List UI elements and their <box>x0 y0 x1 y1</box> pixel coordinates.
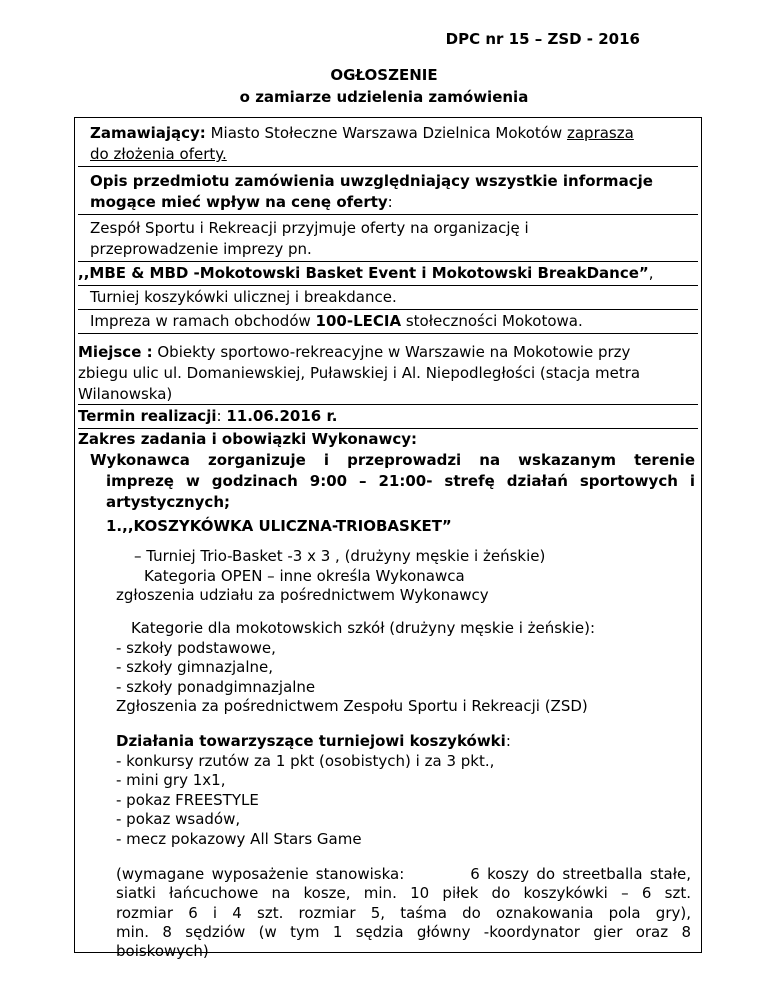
announcement-subtitle: o zamiarze udzielenia zamówienia <box>239 88 529 106</box>
termin-line <box>78 407 337 425</box>
wyposazenie-line-5: boiskowych) <box>116 942 209 960</box>
wyposazenie-line-1: (wymagane wyposażenie stanowiska: 6 koszy do streetballa stałe, <box>116 865 691 883</box>
p3-text-c: stołeczności Mokotowa. <box>401 312 583 330</box>
opis-paragraph-1a: Zespół Sportu i Rekreacji przyjmuje oferty na organizację i <box>90 219 529 237</box>
dzialanie-item: - mecz pokazowy All Stars Game <box>116 830 362 848</box>
opis-paragraph-3 <box>90 312 583 330</box>
dzialanie-item: - mini gry 1x1, <box>116 771 226 789</box>
dzialanie-item: - pokaz wsadów, <box>116 810 241 828</box>
divider <box>78 309 698 310</box>
opis-heading-1: Opis przedmiotu zamówienia uwzględniający wszystkie informacje <box>90 172 653 190</box>
wyposazenie-line-3: rozmiar 6 i 4 szt. rozmiar 5, taśma do oznakowania pola gry), <box>116 904 691 922</box>
event-name-line <box>78 264 654 282</box>
event-name: ,,MBE & MBD -Mokotowski Basket Event i Mokotowski BreakDance” <box>78 264 649 282</box>
turniej-line-3: zgłoszenia udziału za pośrednictwem Wykonawcy <box>116 586 489 604</box>
opis-paragraph-1b: przeprowadzenie imprezy pn. <box>90 240 312 258</box>
opis-heading-2 <box>90 193 393 211</box>
opis-colon: : <box>387 193 393 211</box>
divider <box>78 428 698 429</box>
zamawiajacy-line-2 <box>90 145 227 163</box>
wyposazenie-line-4: min. 8 sędziów (w tym 1 sędzia główny -koordynator gier oraz 8 <box>116 923 691 941</box>
opis-paragraph-2: Turniej koszykówki ulicznej i breakdance. <box>90 288 397 306</box>
zakres-heading: Zakres zadania i obowiązki Wykonawcy: <box>78 430 418 448</box>
divider <box>78 333 698 334</box>
dzialania-colon: : <box>505 732 511 750</box>
do-zlozenia-oferty-link[interactable]: do złożenia oferty. <box>90 145 227 163</box>
termin-value: 11.06.2016 r. <box>226 407 338 425</box>
miejsce-label: Miejsce : <box>78 343 153 361</box>
kategorie-heading: Kategorie dla mokotowskich szkół (drużyny męskie i żeńskie): <box>131 619 596 637</box>
p3-text-a: Impreza w ramach obchodów <box>90 312 316 330</box>
divider <box>78 285 698 286</box>
wyposazenie-line-2: siatki łańcuchowe na kosze, min. 10 piłek do koszykówki – 6 szt. <box>116 884 691 902</box>
event-comma: , <box>648 264 654 282</box>
document-reference: DPC nr 15 – ZSD - 2016 <box>445 30 640 48</box>
zamawiajacy-label: Zamawiający: <box>90 124 206 142</box>
miejsce-line-1 <box>78 343 630 361</box>
kategoria-item: - szkoły podstawowe, <box>116 639 276 657</box>
dzialania-heading-line <box>116 732 511 750</box>
dzialanie-item: - pokaz FREESTYLE <box>116 791 259 809</box>
zaprasza-link[interactable]: zaprasza <box>566 124 634 142</box>
dzialania-heading: Działania towarzyszące turniejowi koszykówki <box>116 732 506 750</box>
divider <box>78 166 698 167</box>
zakres-line-3: artystycznych; <box>106 493 230 511</box>
miejsce-text-1: Obiekty sportowo-rekreacyjne w Warszawie na Mokotowie przy <box>152 343 631 361</box>
turniej-line-2: Kategoria OPEN – inne określa Wykonawca <box>144 567 465 585</box>
miejsce-line-3: Wilanowska) <box>78 385 173 403</box>
kategoria-item: - szkoły gimnazjalne, <box>116 658 274 676</box>
announcement-title: OGŁOSZENIE <box>330 66 438 84</box>
zakres-line-1: Wykonawca zorganizuje i przeprowadzi na wskazanym terenie <box>90 451 695 469</box>
turniej-line-1: – Turniej Trio-Basket -3 x 3 , (drużyny męskie i żeńskie) <box>134 547 546 565</box>
dzialanie-item: - konkursy rzutów za 1 pkt (osobistych) i za 3 pkt., <box>116 752 495 770</box>
zakres-line-2: imprezę w godzinach 9:00 – 21:00- strefę działań sportowych i <box>106 472 695 490</box>
divider <box>78 261 698 262</box>
opis-heading-2-text: mogące mieć wpływ na cenę oferty <box>90 193 388 211</box>
zamawiajacy-line-1 <box>90 124 634 142</box>
section-1-title: 1.,,KOSZYKÓWKA ULICZNA-TRIOBASKET” <box>106 517 452 535</box>
termin-colon: : <box>216 407 227 425</box>
zgloszenia-line: Zgłoszenia za pośrednictwem Zespołu Sportu i Rekreacji (ZSD) <box>116 697 588 715</box>
miejsce-line-2: zbiegu ulic ul. Domaniewskiej, Puławskiej i Al. Niepodległości (stacja metra <box>78 364 641 382</box>
termin-label: Termin realizacji <box>78 407 217 425</box>
divider <box>78 214 698 215</box>
zamawiajacy-text: Miasto Stołeczne Warszawa Dzielnica Mokotów <box>205 124 567 142</box>
p3-highlight: 100-LECIA <box>315 312 402 330</box>
kategoria-item: - szkoły ponadgimnazjalne <box>116 678 316 696</box>
divider <box>78 404 698 405</box>
